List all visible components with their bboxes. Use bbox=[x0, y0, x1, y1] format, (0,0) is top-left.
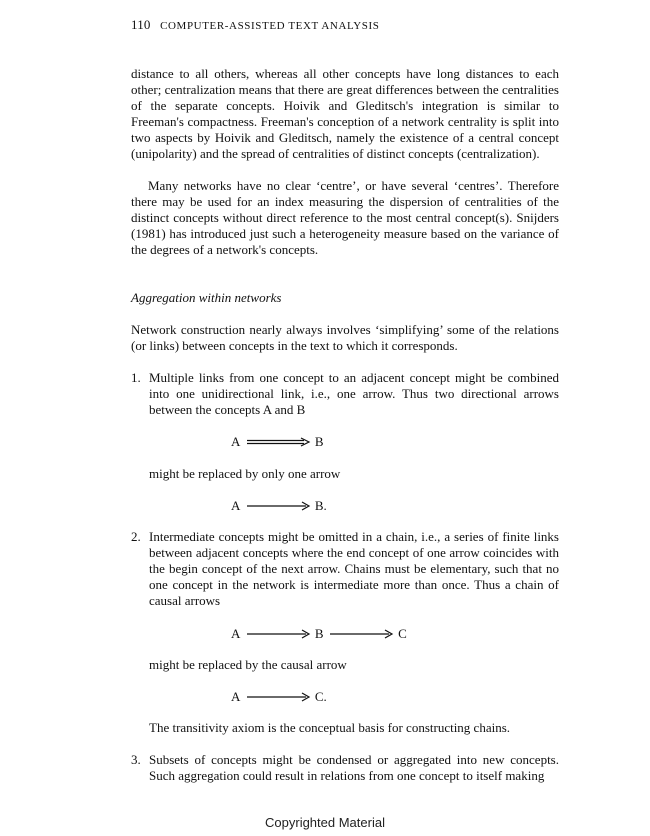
diagram-single-arrow bbox=[231, 497, 327, 514]
list-item-2-closing: The transitivity axiom is the conceptual basis for constructing chains. bbox=[149, 720, 511, 735]
arrow-right-icon bbox=[244, 500, 312, 512]
running-title: COMPUTER-ASSISTED TEXT ANALYSIS bbox=[160, 20, 380, 32]
arrow-right-icon bbox=[244, 691, 312, 703]
diagram-node-b: B. bbox=[314, 498, 327, 514]
running-header bbox=[131, 17, 379, 33]
diagram-double-arrow bbox=[231, 433, 324, 450]
diagram-single-arrow bbox=[231, 688, 327, 705]
list-number: 1. bbox=[131, 370, 141, 385]
list-item-3 bbox=[131, 752, 559, 784]
list-number: 3. bbox=[131, 752, 141, 767]
diagram-node-a: A bbox=[231, 689, 241, 705]
list-item-1-continuation: might be replaced by only one arrow bbox=[149, 466, 341, 481]
diagram-node-a: A bbox=[231, 498, 241, 514]
diagram-node-b: B bbox=[314, 626, 324, 642]
diagram-node-c: C bbox=[398, 626, 407, 642]
list-item-text: Multiple links from one concept to an adjacent concept might be combined into one unidirectional link, i.e., one arrow. Thus two directional arrows between the concepts A and B bbox=[149, 370, 559, 417]
list-item-1 bbox=[131, 370, 559, 418]
diagram-node-a: A bbox=[231, 434, 241, 450]
section-heading: Aggregation within networks bbox=[131, 290, 282, 305]
arrow-right-icon bbox=[327, 628, 395, 640]
diagram-node-b: B bbox=[314, 434, 324, 450]
diagram-chain-arrows bbox=[231, 625, 407, 642]
page-number: 110 bbox=[131, 17, 151, 32]
list-item-text: Intermediate concepts might be omitted in a chain, i.e., a series of finite links between adjacent concepts where the end concept of one arrow coincides with the begin concept of the next arrow. Chains must be elementary, such that no one concept in the network is intermediate more than once. Thus a chain of causal arrows bbox=[149, 529, 559, 608]
list-item-text: Subsets of concepts might be condensed or aggregated into new concepts. Such aggregation could result in relations from one concept to itself making bbox=[149, 752, 559, 783]
double-arrow-icon bbox=[244, 436, 312, 448]
paragraph-3 bbox=[131, 322, 559, 354]
paragraph-1 bbox=[131, 66, 559, 162]
arrow-right-icon bbox=[244, 628, 312, 640]
paragraph-text: distance to all others, whereas all other concepts have long distances to each other; centralization means that there are great differences between the centralities of the separate concepts. Hoivik and Gleditsch's integration is similar to Freeman's compactness. Freeman's conception of a network centrality is split into two aspects by Hoivik and Gleditsch, namely the existence of a central concept (unipolarity) and the spread of centralities of distinct concepts (centralization). bbox=[131, 66, 559, 161]
paragraph-2 bbox=[131, 178, 559, 258]
diagram-node-c: C. bbox=[314, 689, 327, 705]
diagram-node-a: A bbox=[231, 626, 241, 642]
paragraph-text: Many networks have no clear ‘centre’, or have several ‘centres’. Therefore there may be used for an index measuring the dispersion of centralities of the distinct concepts without direct reference to the most central concept(s). Snijders (1981) has introduced just such a heterogeneity measure based on the variance of the degrees of a network's concepts. bbox=[131, 178, 559, 257]
list-item-2-continuation: might be replaced by the causal arrow bbox=[149, 657, 347, 672]
list-item-2 bbox=[131, 529, 559, 609]
list-number: 2. bbox=[131, 529, 141, 544]
copyright-footer: Copyrighted Material bbox=[265, 815, 385, 830]
paragraph-text: Network construction nearly always involves ‘simplifying’ some of the relations (or links) between concepts in the text to which it corresponds. bbox=[131, 322, 559, 353]
